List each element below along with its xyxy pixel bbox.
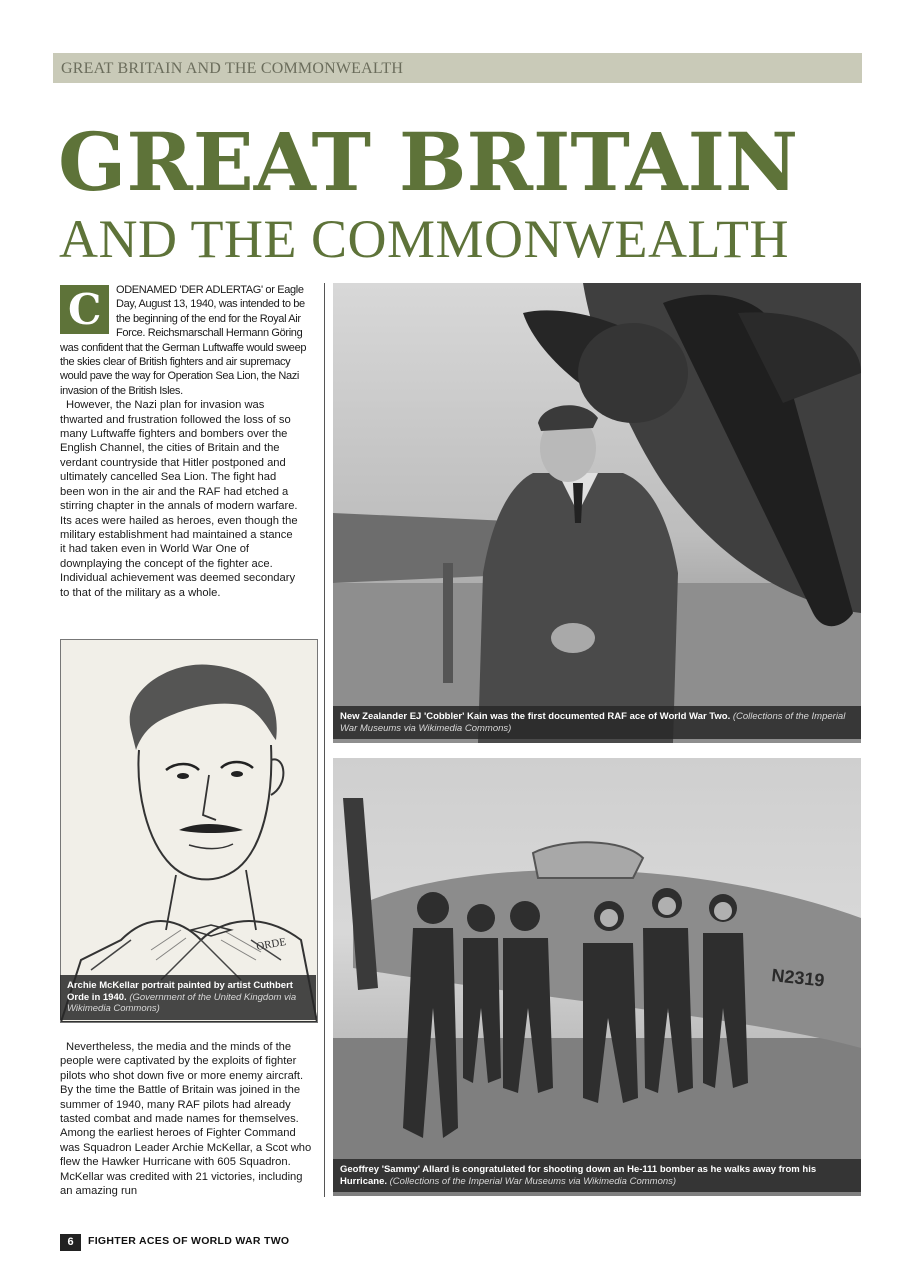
sketch-caption-text: Archie McKellar portrait painted by artist Cuthbert Orde in 1940.: [67, 980, 293, 1003]
portrait-sketch-drawing: [61, 640, 317, 1022]
photo-allard-caption: [333, 1159, 861, 1192]
article-paragraph-3: Nevertheless, the media and the minds of the people were captivated by the exploits of fighter pilots who shot down five or more enemy aircraft. By the time the Battle of Britain was joined in the summer of 1940, many RAF pilots had already tasted combat and made names for themselves. Among the earliest heroes of Fighter Command was Squadron Leader Archie McKellar, a Scot who flew the Hawker Hurricane with 605 Squadron. McKellar was credited with 21 victories, including an amazing run: [60, 1041, 312, 1198]
sketch-signature: ORDE: [255, 935, 288, 953]
article-column-top: [60, 283, 318, 600]
paragraph-1-text: ODENAMED 'DER ADLERTAG' or Eagle Day, August 13, 1940, was intended to be the beginning of the end for the Royal Air Force. Reichsmarschall Hermann Göring was confident that the German Luftwaffe would sweep the skies clear of British fighters and air supremacy would pave the way for Operation Sea Lion, the Nazi invasion of the British Isles.: [60, 284, 307, 397]
drop-cap: C: [60, 285, 109, 334]
photo-allard-caption-credit: (Collections of the Imperial War Museums via Wikimedia Commons): [389, 1175, 677, 1187]
aircraft-serial: N2319: [770, 965, 826, 991]
article-paragraph-1: [60, 283, 318, 398]
sketch-caption-credit: (Government of the United Kingdom via Wikimedia Commons): [67, 991, 297, 1014]
photo-allard-caption-text: Geoffrey 'Sammy' Allard is congratulated for shooting down an He-111 bomber as he walks away from his Hurricane.: [340, 1164, 817, 1187]
portrait-sketch-image: [60, 639, 318, 1023]
photo-kain-drawing: [333, 283, 861, 743]
photo-kain-caption-text: New Zealander EJ 'Cobbler' Kain was the first documented RAF ace of World War Two.: [340, 711, 731, 722]
section-header-bar: [53, 53, 862, 83]
page-subtitle: AND THE COMMONWEALTH: [59, 209, 789, 269]
article-paragraph-2: However, the Nazi plan for invasion was thwarted and frustration followed the loss of so many Luftwaffe fighters and bombers over the English Channel, the cities of Britain and the verdant countryside that Hitler postponed and ultimately cancelled Sea Lion. The fight had been won in the air and the RAF had etched a stirring chapter in the annals of modern warfare. Its aces were hailed as heroes, even though the military establishment had maintained a stance it had taken even in World War One of downplaying the concept of the fighter ace. Individual achievement was deemed secondary to that of the military as a whole.: [60, 399, 298, 599]
article-column-bottom: [60, 1040, 316, 1198]
sketch-caption: [60, 975, 316, 1020]
photo-allard: [333, 758, 861, 1196]
page-number: 6: [60, 1234, 81, 1251]
publication-title: FIGHTER ACES OF WORLD WAR TWO: [88, 1235, 290, 1247]
page-title: GREAT BRITAIN: [58, 115, 799, 209]
section-header-text: GREAT BRITAIN AND THE COMMONWEALTH: [61, 60, 404, 77]
photo-allard-drawing: [333, 758, 861, 1196]
column-divider: [324, 283, 325, 1197]
photo-kain-caption: [333, 706, 861, 739]
photo-kain-caption-credit: (Collections of the Imperial War Museums via Wikimedia Commons): [340, 711, 846, 734]
photo-kain: [333, 283, 861, 743]
